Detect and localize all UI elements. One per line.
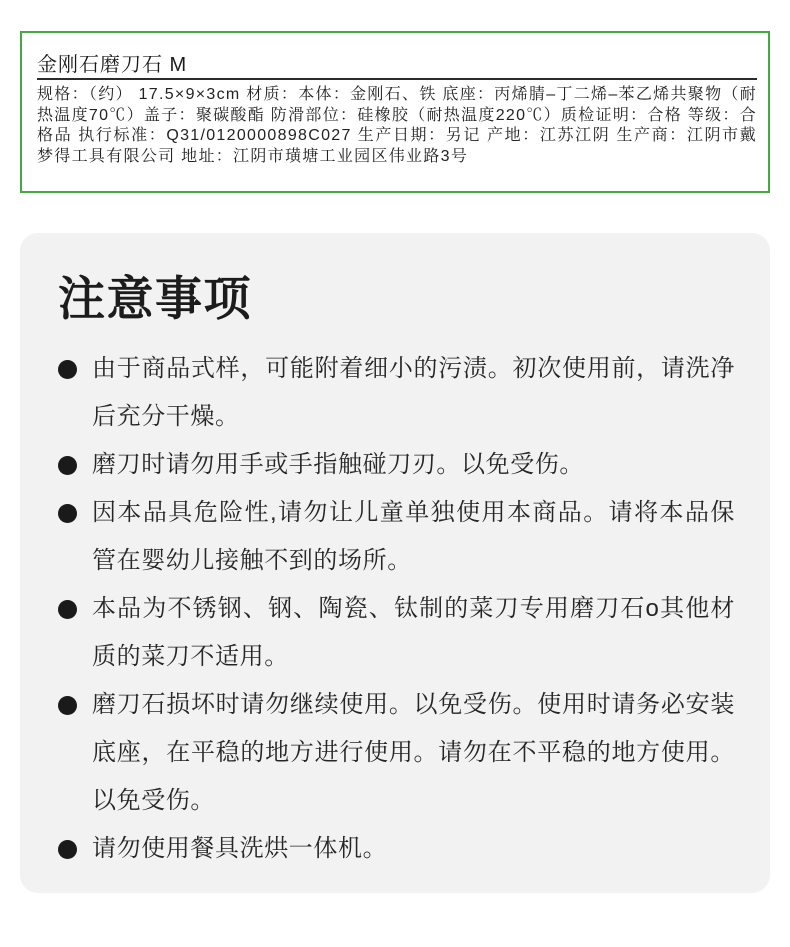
- bullet-dot-icon: [58, 600, 77, 619]
- notice-item: [20, 441, 770, 489]
- bullet-dot-icon: [58, 840, 77, 859]
- product-title: 金刚石磨刀石 M: [37, 54, 188, 76]
- notice-item-text: 本品为不锈钢、钢、陶瓷、钛制的菜刀专用磨刀石o其他材质的菜刀不适用。: [92, 595, 735, 670]
- bullet-dot-icon: [58, 360, 77, 379]
- notice-item: [20, 345, 770, 441]
- notice-item-text: 磨刀石损坏时请勿继续使用。以免受伤。使用时请务必安装底座，在平稳的地方进行使用。请勿在不平稳的地方使用。以免受伤。: [92, 691, 735, 814]
- notice-item: [20, 681, 770, 825]
- notice-item: [20, 489, 770, 585]
- notice-item-text: 因本品具危险性,请勿让儿童单独使用本商品。请将本品保管在婴幼儿接触不到的场所。: [92, 499, 735, 574]
- notice-panel: [20, 233, 770, 893]
- notice-item: [20, 585, 770, 681]
- notice-item-text: 由于商品式样，可能附着细小的污渍。初次使用前，请洗净后充分干燥。: [92, 355, 735, 430]
- notice-item-text: 请勿使用餐具洗烘一体机。: [92, 835, 388, 862]
- notice-heading: 注意事项: [58, 272, 252, 325]
- title-divider: [37, 78, 757, 80]
- notice-item: [20, 825, 770, 873]
- notice-list: [20, 345, 770, 873]
- notice-item-text: 磨刀时请勿用手或手指触碰刀刃。以免受伤。: [92, 451, 584, 478]
- bullet-dot-icon: [58, 504, 77, 523]
- bullet-dot-icon: [58, 696, 77, 715]
- product-spec-box: [20, 31, 770, 193]
- bullet-dot-icon: [58, 456, 77, 475]
- product-specs: 规格：（约） 17.5×9×3cm 材质：本体：金刚石、铁 底座：丙烯腈–丁二烯–苯乙烯共聚物（耐热温度70℃）盖子：聚碳酸酯 防滑部位：硅橡胶（耐热温度220℃）质检证明：合格 等级：合格品 执行标准：Q31/0120000898C027 生产日期：另记 产地：江苏江阴 生产商：江阴市戴梦得工具有限公司 地址：江阴市璜塘工业园区伟业路3号: [37, 86, 757, 166]
